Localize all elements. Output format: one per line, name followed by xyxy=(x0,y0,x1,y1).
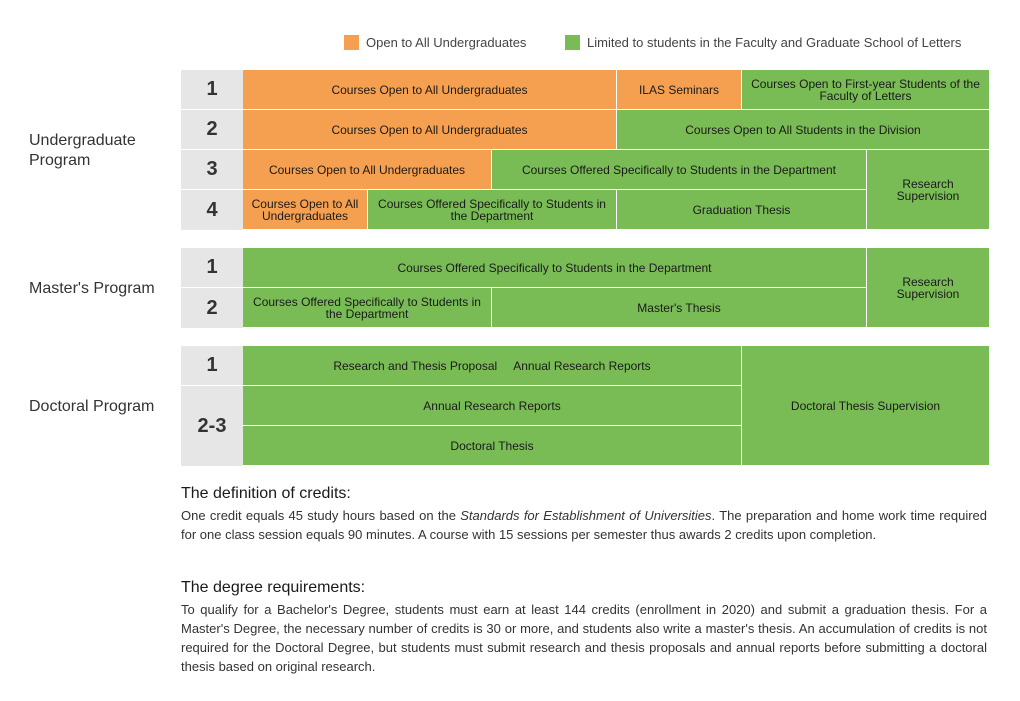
credits-standards-title: Standards for Establishment of Universities xyxy=(460,508,712,523)
ug2-division-courses: Courses Open to All Students in the Division xyxy=(617,110,990,150)
ug4-graduation-thesis: Graduation Thesis xyxy=(617,190,867,230)
program-doctoral: Doctoral Program xyxy=(29,398,155,415)
program-undergraduate: Undergraduate Program xyxy=(29,132,136,169)
ma2-masters-thesis: Master's Thesis xyxy=(492,288,867,328)
ug1-first-year-courses: Courses Open to First-year Students of the Faculty of Letters xyxy=(742,70,990,110)
credits-paragraph xyxy=(181,506,987,544)
program-masters: Master's Program xyxy=(29,280,155,297)
ug3-open-courses: Courses Open to All Undergraduates xyxy=(243,150,492,190)
dr23-annual-reports: Annual Research Reports xyxy=(243,386,742,426)
year-ma-1: 1 xyxy=(181,248,243,288)
legend-open-all xyxy=(344,33,526,51)
requirements-heading: The degree requirements: xyxy=(181,579,366,596)
year-ug-4: 4 xyxy=(181,190,243,230)
legend-limited xyxy=(565,33,961,51)
year-ug-3: 3 xyxy=(181,150,243,190)
dr1-proposal-reports xyxy=(243,346,742,386)
ug1-ilas-seminars: ILAS Seminars xyxy=(617,70,742,110)
year-dr-1: 1 xyxy=(181,346,243,386)
credits-heading: The definition of credits: xyxy=(181,485,351,502)
ug4-department-courses: Courses Offered Specifically to Students in the Department xyxy=(368,190,617,230)
legend-green-swatch xyxy=(565,35,580,50)
ma2-department-courses: Courses Offered Specifically to Students in the Department xyxy=(243,288,492,328)
year-dr-2-3: 2-3 xyxy=(181,386,243,466)
ug-research-supervision: Research Supervision xyxy=(867,150,990,230)
dr23-doctoral-thesis: Doctoral Thesis xyxy=(243,426,742,466)
ug2-open-courses: Courses Open to All Undergraduates xyxy=(243,110,617,150)
year-ug-2: 2 xyxy=(181,110,243,150)
credits-text-before: One credit equals 45 study hours based on the xyxy=(181,508,461,523)
credits-text-after: . The preparation and home work time required for one class session equals 90 minutes. A course with 15 sessions per semester thus awards 2 credits upon completion. xyxy=(181,508,987,542)
year-ug-1: 1 xyxy=(181,70,243,110)
ma-research-supervision: Research Supervision xyxy=(867,248,990,328)
legend-limited-label: Limited to students in the Faculty and Graduate School of Letters xyxy=(587,34,962,50)
requirements-paragraph: To qualify for a Bachelor's Degree, students must earn at least 144 credits (enrollment in 2020) and submit a graduation thesis. For a Master's Degree, the necessary number of credits is 30 or more, and students also write a master's thesis. An accumulation of credits is not required for the Doctoral Degree, but students must submit research and thesis proposals and annual reports before submitting a doctoral thesis based on original research. xyxy=(181,602,987,674)
legend-orange-swatch xyxy=(344,35,359,50)
dr1-reports: Annual Research Reports xyxy=(513,358,651,373)
ma1-department-courses: Courses Offered Specifically to Students in the Department xyxy=(243,248,867,288)
ug4-open-courses: Courses Open to All Undergraduates xyxy=(243,190,368,230)
dr1-proposal: Research and Thesis Proposal xyxy=(333,358,498,373)
dr-thesis-supervision: Doctoral Thesis Supervision xyxy=(742,346,990,466)
ug3-department-courses: Courses Offered Specifically to Students in the Department xyxy=(492,150,867,190)
ug1-open-courses: Courses Open to All Undergraduates xyxy=(243,70,617,110)
legend-open-all-label: Open to All Undergraduates xyxy=(366,34,527,50)
year-ma-2: 2 xyxy=(181,288,243,328)
